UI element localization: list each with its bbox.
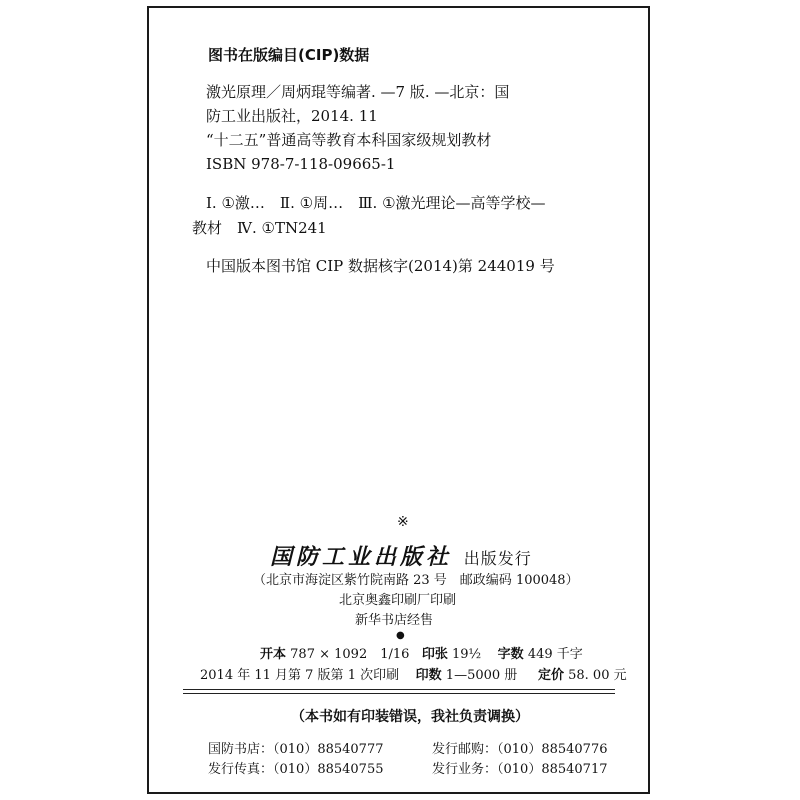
edition-line: [200, 667, 627, 685]
cip-classification-line-1: Ⅰ. ①激… Ⅱ. ①周… Ⅲ. ①激光理论—高等学校—: [206, 194, 546, 212]
words-label: 字数: [497, 647, 524, 662]
misprint-notice: （本书如有印装错误，我社负责调换）: [291, 709, 529, 725]
publisher-suffix: 出版发行: [463, 549, 532, 568]
cip-classification-line-2: 教材 Ⅳ. ①TN241: [192, 219, 327, 237]
contact-fax: 发行传真：（010）88540755: [208, 762, 384, 777]
distributor-line: 新华书店经售: [355, 613, 434, 628]
divider-rule-bottom: [183, 693, 615, 694]
printer-line: 北京奥鑫印刷厂印刷: [339, 593, 457, 608]
contact-business: 发行业务：（010）88540717: [432, 762, 608, 777]
contact-bookstore: 国防书店：（010）88540777: [208, 742, 384, 757]
run-label: 印数: [415, 668, 442, 683]
cip-series-line: “十二五”普通高等教育本科国家级规划教材: [206, 131, 492, 149]
format-label: 开本: [260, 647, 287, 662]
cip-heading: 图书在版编目(CIP)数据: [208, 46, 370, 64]
price-label: 定价: [537, 668, 564, 683]
sheets-value: 19½: [451, 647, 482, 662]
contact-mail-order: 发行邮购：（010）88540776: [432, 742, 608, 757]
cip-title-line: 激光原理／周炳琨等编著. —7 版. —北京：国: [206, 83, 510, 101]
cip-isbn-line: ISBN 978-7-118-09665-1: [206, 155, 396, 173]
asterisk-mark: ※: [397, 514, 409, 530]
publisher-name-line: [270, 540, 532, 571]
publisher-name: 国防工业出版社: [270, 544, 453, 570]
book-spec-line: [260, 646, 583, 664]
cip-publisher-line: 防工业出版社，2014. 11: [206, 107, 378, 125]
divider-rule-top: [183, 689, 615, 690]
words-value: 449 千字: [527, 647, 583, 662]
price-value: 58. 00 元: [568, 668, 627, 683]
publisher-address: （北京市海淀区紫竹院南路 23 号 邮政编码 100048）: [253, 573, 579, 588]
format-value: 787 × 1092 1/16: [290, 647, 410, 662]
cip-record-line: 中国版本图书馆 CIP 数据核字(2014)第 244019 号: [206, 257, 555, 275]
edition-text: 2014 年 11 月第 7 版第 1 次印刷: [200, 668, 400, 683]
run-value: 1—5000 册: [445, 668, 518, 683]
sheets-label: 印张: [421, 647, 448, 662]
bullet-mark: ●: [396, 630, 405, 641]
